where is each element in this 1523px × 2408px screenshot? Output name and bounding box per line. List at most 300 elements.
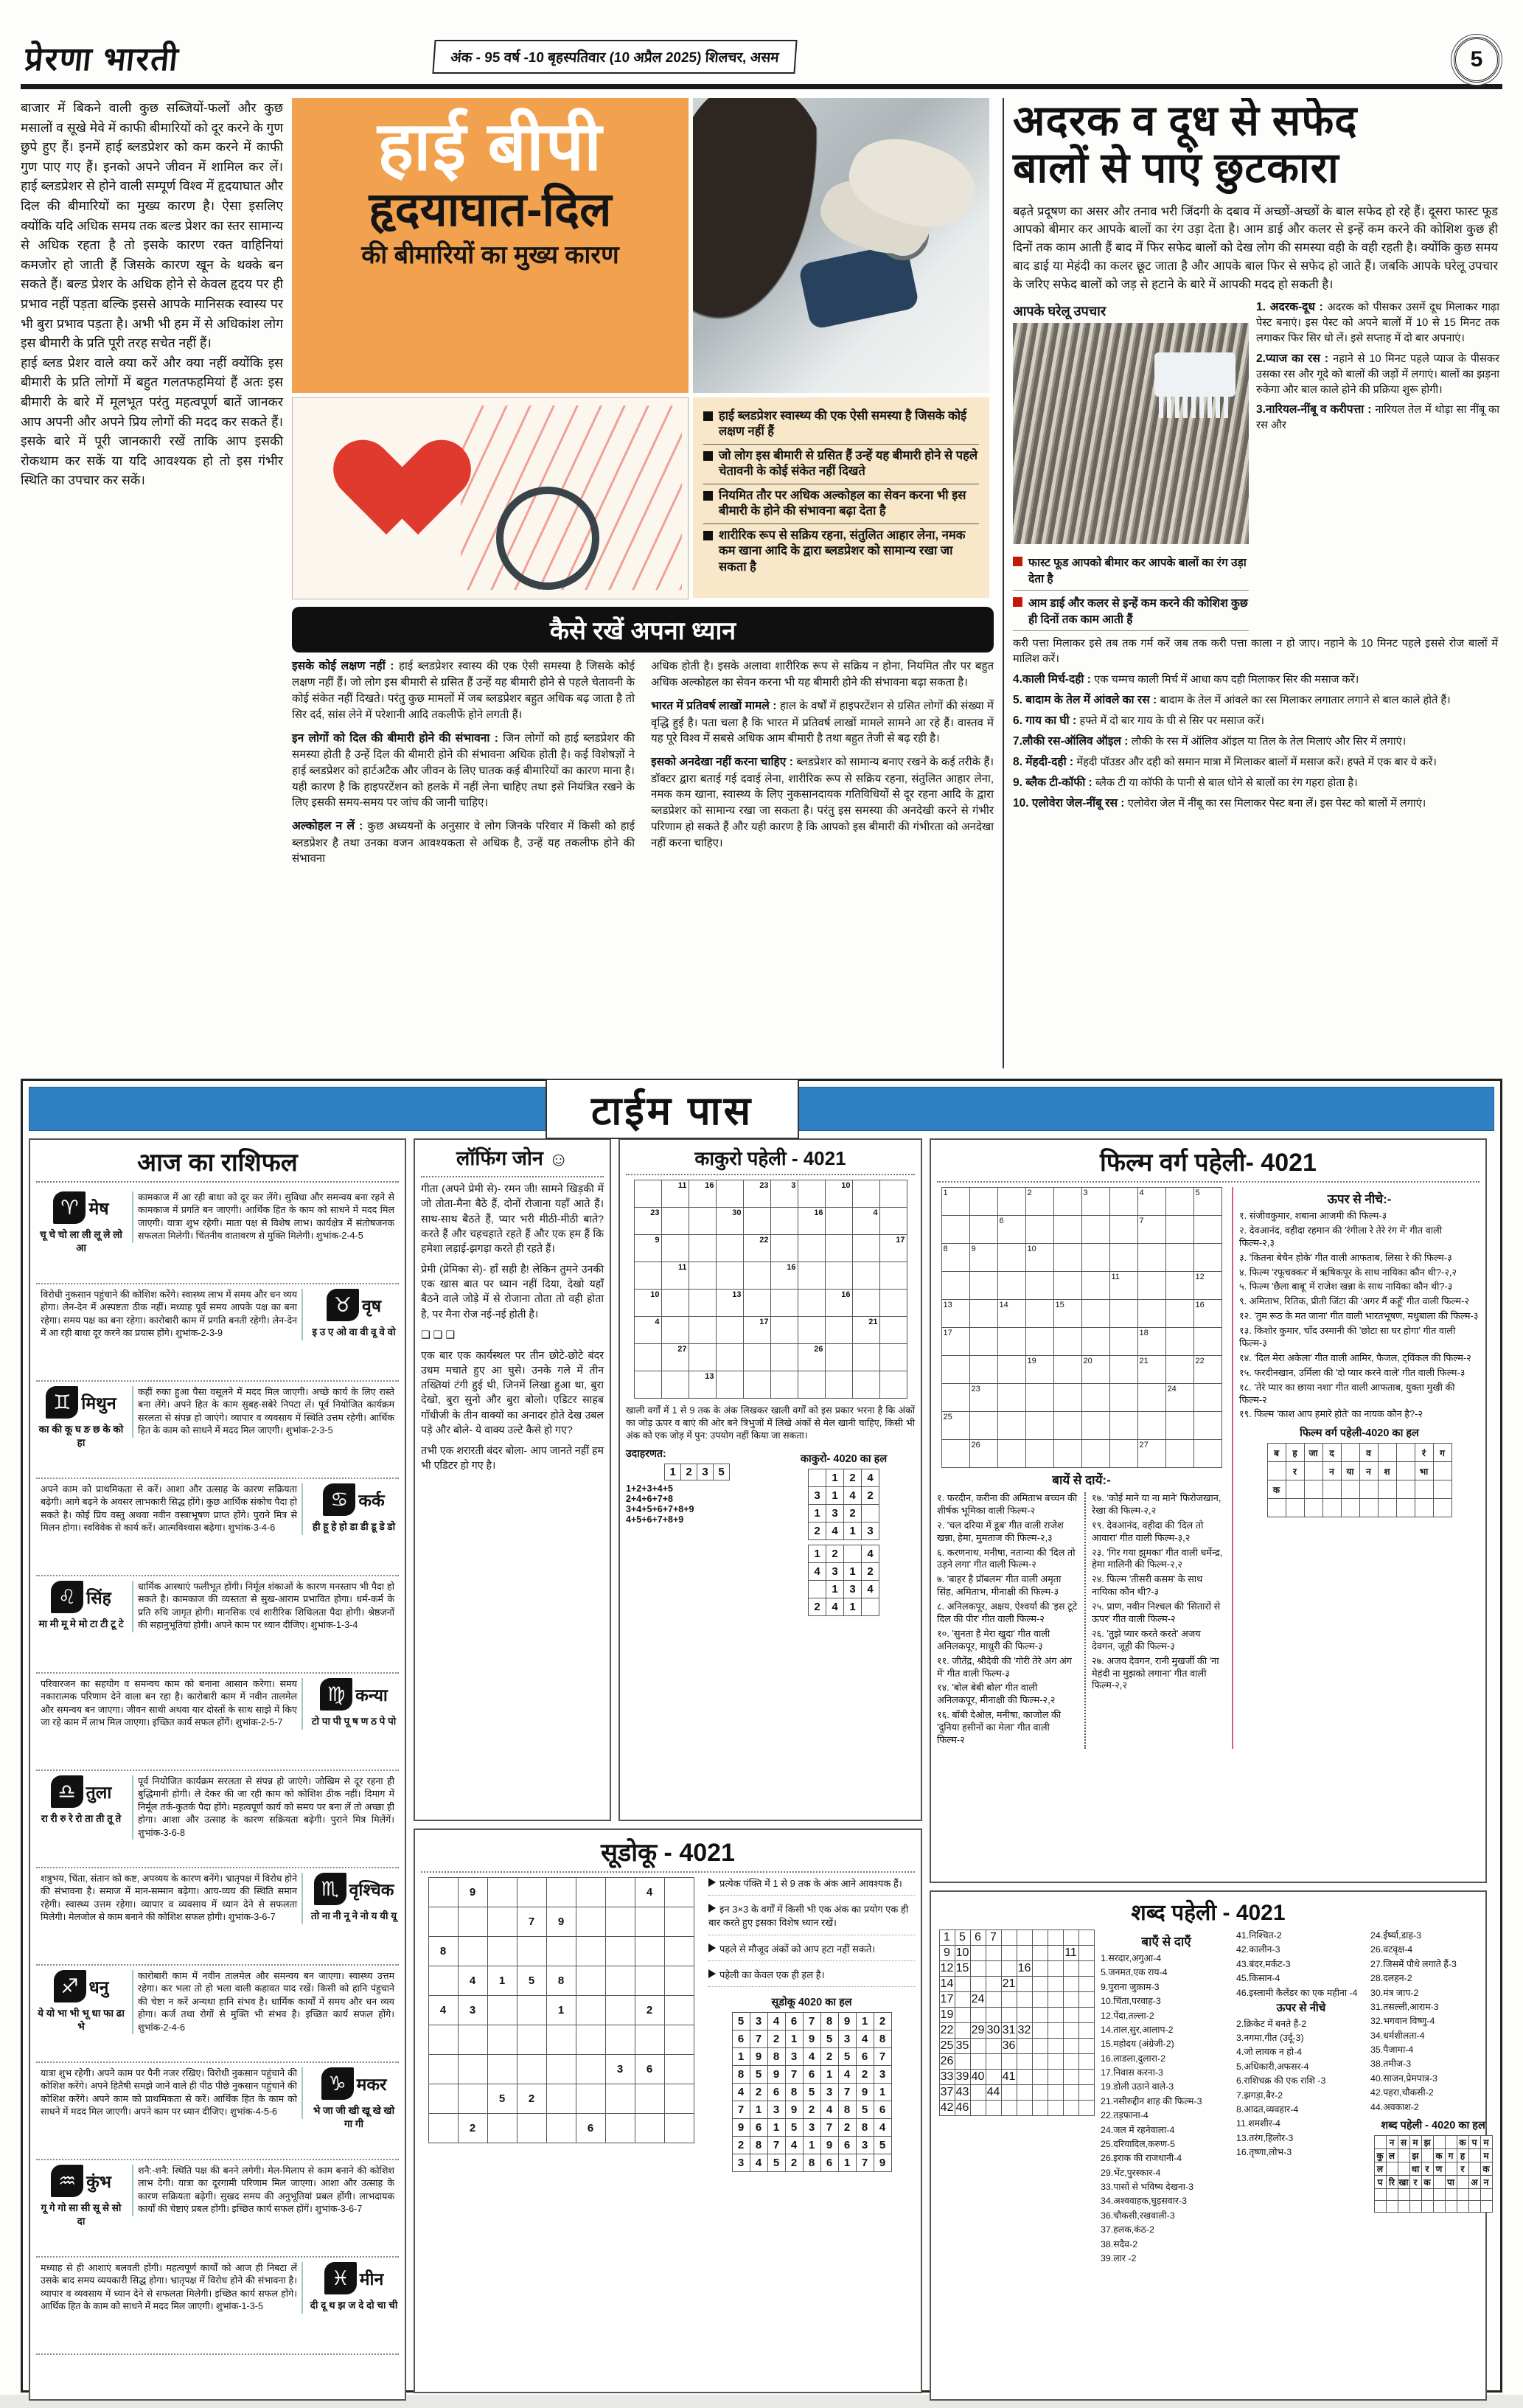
puzzle-cell xyxy=(487,2114,517,2143)
puzzle-cell xyxy=(879,1317,907,1344)
block-text: लौकी के रस में ऑलिव ऑइल या तिल के तेल मिलाएं और सिर में लगाएं। xyxy=(1131,736,1407,748)
sign-identity xyxy=(36,1191,126,1255)
hair-article xyxy=(1003,98,1498,1068)
bullet-item xyxy=(703,524,979,579)
puzzle-cell xyxy=(941,1384,969,1412)
puzzle-cell: प xyxy=(1468,2135,1480,2148)
puzzle-cell xyxy=(969,1412,997,1440)
block-text: एलोवेरा जेल में नींबू का रस मिलाकर पेस्ट बना लें। इस पेस्ट को बालों में लगाएं। xyxy=(1127,798,1426,810)
sign-name: मकर xyxy=(356,2075,387,2094)
clue-item: ११. जीतेंद्र, श्रीदेवी की 'गोरी तेरे अंग अंग में' गीत वाली फिल्म-३ xyxy=(937,1654,1072,1679)
puzzle-cell xyxy=(955,1977,970,1992)
puzzle-cell xyxy=(458,1907,487,1937)
sign-identity xyxy=(309,1483,399,1534)
puzzle-cell xyxy=(825,1344,852,1371)
puzzle-cell xyxy=(1396,1462,1415,1480)
puzzle-cell: अ xyxy=(1468,2175,1480,2188)
puzzle-cell xyxy=(428,1878,458,1907)
puzzle-cell: 5 xyxy=(874,2136,891,2154)
clue-item: ३. 'कितना बेचैन होके' गीत वाली आफताब, लिसा रे की फिल्म-३ xyxy=(1239,1251,1452,1263)
bullet-item xyxy=(1013,591,1249,631)
puzzle-cell: 8 xyxy=(750,2136,767,2154)
puzzle-cell: 16 xyxy=(1017,1961,1032,1977)
clue-item: ४. फिल्म 'रफूचक्कर' में ऋषिकपूर के साथ नायिका कौन थी?-२,२ xyxy=(1239,1266,1457,1278)
paragraph: तभी एक शरारती बंदर बोला- आप जानते नहीं हम भी एडिटर हो गए है। xyxy=(421,1444,604,1472)
puzzle-cell: 4 xyxy=(803,2047,820,2065)
sudoku-grid xyxy=(421,1877,701,2172)
puzzle-cell xyxy=(1081,1300,1109,1328)
clue-item: 40.साजन,प्रेमपात्र-3 xyxy=(1370,2073,1437,2084)
clue-item: 38.सदैव-2 xyxy=(1101,2238,1138,2249)
puzzle-cell xyxy=(1001,2054,1017,2070)
puzzle-cell xyxy=(1468,2188,1480,2200)
puzzle-cell xyxy=(1398,2188,1409,2200)
puzzle-cell xyxy=(969,1272,997,1300)
puzzle-cell xyxy=(428,1907,458,1937)
clue-item: 26.वटवृक्ष-4 xyxy=(1370,1944,1413,1955)
rashifal-sign-row xyxy=(36,2063,399,2160)
clue-item: 42.कालीन-3 xyxy=(1236,1944,1280,1955)
puzzle-cell: 3 xyxy=(770,1180,798,1208)
puzzle-cell xyxy=(1025,1412,1053,1440)
block-heading: 4.काली मिर्च-दही : xyxy=(1013,673,1095,686)
puzzle-cell: 9 xyxy=(939,1946,955,1961)
film-puzzle-grid xyxy=(937,1187,1226,1468)
film-across-col1 xyxy=(937,1492,1078,1749)
puzzle-cell xyxy=(1341,1499,1359,1517)
puzzle-cell xyxy=(661,1208,689,1235)
puzzle-cell: 4 xyxy=(820,2101,838,2118)
puzzle-cell xyxy=(689,1262,716,1290)
sign-prediction: अपने काम को प्राथमिकता से करें। आशा और उत्साह के कारण सक्रियता बढ़ेगी। आगे बढ़ने के अवसर लाभकारी सिद्ध होंगे। कुछ आर्थिक संकोच पैदा हो सकते है। कोई प्रिय वस्तु अथवा नवीन वस्त्राभूषण प्राप्त होंगे। पुराने मित्र से मिलन होगा। स्वविवेक से कार्य करें। आत्मविश्वास बढ़ेगा। शुभांक-3-4-6 xyxy=(36,1483,303,1535)
puzzle-cell xyxy=(798,1235,825,1262)
puzzle-cell: 1 xyxy=(826,1581,844,1598)
puzzle-cell: 8 xyxy=(732,2065,750,2083)
puzzle-cell: 2 xyxy=(856,2065,874,2083)
puzzle-cell: 5 xyxy=(856,2101,874,2118)
puzzle-cell xyxy=(576,1878,605,1907)
puzzle-cell: 9 xyxy=(803,2030,820,2047)
puzzle-cell xyxy=(970,2101,986,2116)
puzzle-cell: 9 xyxy=(767,2065,785,2083)
puzzle-cell xyxy=(664,1907,694,1937)
puzzle-cell: श xyxy=(1378,1462,1396,1480)
remedies-side xyxy=(1256,299,1499,631)
puzzle-cell: 1 xyxy=(838,2154,856,2171)
puzzle-cell: 1 xyxy=(826,1469,844,1487)
puzzle-cell: 2 xyxy=(838,2118,856,2136)
clue-item: १५. फरदीनखान, उर्मिला की 'दो प्यार करने वाले' गीत वाली फिल्म-३ xyxy=(1239,1366,1466,1378)
puzzle-cell xyxy=(1165,1328,1193,1356)
puzzle-cell xyxy=(1078,2070,1094,2085)
sudoku-solution-grid xyxy=(708,2012,915,2172)
sign-identity xyxy=(36,1970,126,2033)
laughing-zone-box xyxy=(414,1138,611,1821)
puzzle-cell xyxy=(1053,1188,1081,1216)
puzzle-cell xyxy=(1053,1384,1081,1412)
puzzle-cell xyxy=(664,2025,694,2055)
puzzle-cell: क xyxy=(1457,2135,1468,2148)
puzzle-cell: 1 xyxy=(856,2012,874,2030)
puzzle-cell: 26 xyxy=(939,2054,955,2070)
kakuro-example-cells xyxy=(626,1464,768,1480)
clue-item: ९. अमिताभ, रितिक, प्रीती जिंटा की 'अगर मैं कहूँ' गीत वाली फिल्म-२ xyxy=(1239,1295,1470,1307)
sign-prediction: धार्मिक आस्थाएं फलीभूत होंगी। निर्मूल शंकाओं के कारण मनस्ताप भी पैदा हो सकते है। कामकाज की व्यस्तता से सुख-आराम प्रभावित होगा। धर्म-कर्म के प्रति रुचि जागृत होगी। मानसिक एवं शारीरिक शिथिलता पैदा होगी। श्रेष्ठजनों की सहानुभूतियां होगी। अपने काम पर ध्यान दीजिए। शुभांक-1-3-4 xyxy=(132,1581,399,1632)
puzzle-cell xyxy=(576,1937,605,1966)
puzzle-cell: 40 xyxy=(970,2070,986,2085)
धनु-zodiac-icon: ♐ xyxy=(54,1970,86,2002)
puzzle-cell: 10 xyxy=(955,1946,970,1961)
puzzle-cell xyxy=(605,1996,635,2025)
puzzle-cell xyxy=(1048,1946,1063,1961)
puzzle-cell: क xyxy=(1421,2175,1433,2188)
paragraph: ❑ ❑ ❑ xyxy=(421,1329,456,1341)
puzzle-cell: 5 xyxy=(785,2118,803,2136)
puzzle-cell: 8 xyxy=(803,2154,820,2171)
puzzle-cell: 25 xyxy=(941,1412,969,1440)
bullet-text: नियमित तौर पर अधिक अल्कोहल का सेवन करना भी इस बीमारी के होने की संभावना बढ़ा देता है xyxy=(719,488,966,518)
puzzle-cell: 46 xyxy=(955,2101,970,2116)
puzzle-cell xyxy=(1078,2008,1094,2023)
bullet-item xyxy=(703,484,979,524)
puzzle-cell: 16 xyxy=(798,1208,825,1235)
block-heading: 6. गाय का घी : xyxy=(1013,714,1080,728)
puzzle-cell xyxy=(635,1937,664,1966)
puzzle-cell: कु xyxy=(1374,2148,1386,2162)
puzzle-cell: ग xyxy=(1433,1444,1451,1462)
puzzle-cell xyxy=(689,1235,716,1262)
puzzle-cell xyxy=(1193,1412,1221,1440)
word-puzzle-box xyxy=(930,1890,1490,2401)
bullet-square-icon xyxy=(1013,597,1022,607)
puzzle-cell: 8 xyxy=(941,1244,969,1272)
puzzle-cell xyxy=(1053,1412,1081,1440)
puzzle-cell xyxy=(1468,2200,1480,2212)
sign-syllables: टो पा पी पू ष ण ठ पे पो xyxy=(311,1716,397,1727)
instruction-item xyxy=(708,1943,915,1961)
puzzle-cell xyxy=(1109,1356,1137,1384)
puzzle-cell xyxy=(969,1356,997,1384)
puzzle-cell: 5 xyxy=(767,2154,785,2171)
clue-item: 16.लाडला,दुलारा-2 xyxy=(1101,2053,1165,2064)
laughing-face-icon: ☺ xyxy=(548,1148,568,1171)
puzzle-cell xyxy=(1025,1384,1053,1412)
bp-col-1 xyxy=(292,658,635,874)
puzzle-cell xyxy=(1421,2148,1433,2162)
puzzle-cell: 2 xyxy=(517,2084,546,2114)
sign-prediction: कामकाज में आ रही बाधा को दूर कर लेंगे। सुविधा और समन्वय बना रहने से कामकाज में प्रगति बन जाएगी। आर्थिक हित के काम को साधने में मदद मिल जाएगी। यात्रा शुभ रहेगी। माता पक्ष से विशेष लाभ। कार्यक्षेत्र में संतोषजनक सफलता मिलेगी। चिंतनीय वातावरण से मुक्ति मिलेगी। शुभांक-2-4-5 xyxy=(132,1191,399,1243)
puzzle-cell xyxy=(546,2055,576,2084)
rashifal-sign-row xyxy=(36,1674,399,1771)
laughing-zone-title-text: लॉफिंग जोन xyxy=(456,1147,543,1169)
puzzle-cell xyxy=(941,1440,969,1468)
puzzle-cell xyxy=(798,1180,825,1208)
puzzle-cell: 3 xyxy=(809,1487,826,1505)
puzzle-cell xyxy=(1421,2188,1433,2200)
block-heading: 5. बादाम के तेल में आंवले का रस : xyxy=(1013,694,1160,707)
bullet-item xyxy=(703,445,979,484)
block-text: हाई ब्लडप्रेशर स्वास्य की एक ऐसी समस्या है जिसके कोई लक्षण नहीं हैं। जो लोग इस बीमारी से ग्रसित हैं उन्हें यह बीमारी होने से पहले चेतावनी के कोई संकेत नहीं दिखते। परंतु कुछ मामलों में जब ब्लडप्रेशर बहुत अधिक बढ़ जाता है तो सिर दर्द, सांस लेने में परेशानी आदि तकलीफें होने लगती हैं। xyxy=(292,660,635,721)
block-heading: 2.प्याज का रस : xyxy=(1256,352,1334,365)
puzzle-cell: 5 xyxy=(750,2065,767,2083)
puzzle-cell xyxy=(487,1878,517,1907)
clue-item: १६. बॉबी देओल, मनीषा, काजोल की 'दुनिया हसीनों का मेला' गीत वाली फिल्म-२ xyxy=(937,1709,1062,1746)
word-solution-label: शब्द पहेली - 4020 का हल xyxy=(1381,2119,1485,2132)
puzzle-cell xyxy=(661,1317,689,1344)
puzzle-cell xyxy=(852,1344,879,1371)
puzzle-cell xyxy=(1078,2023,1094,2039)
puzzle-cell xyxy=(1032,2008,1048,2023)
puzzle-cell xyxy=(664,1996,694,2025)
puzzle-cell: 9 xyxy=(750,2047,767,2065)
bp-measurement-photo xyxy=(693,98,989,393)
puzzle-cell xyxy=(576,1996,605,2025)
puzzle-cell: 3 xyxy=(820,2083,838,2101)
article-block xyxy=(651,698,994,747)
puzzle-cell: 2 xyxy=(635,1996,664,2025)
puzzle-cell xyxy=(1378,1480,1396,1499)
puzzle-cell xyxy=(428,2114,458,2143)
clue-item: 41.निश्चित-2 xyxy=(1236,1930,1282,1941)
puzzle-cell: 21 xyxy=(852,1317,879,1344)
puzzle-cell: 6 xyxy=(767,2083,785,2101)
bullet-square-icon xyxy=(703,451,713,461)
clue-item: 6.राशिचक्र की एक राशि -3 xyxy=(1236,2075,1326,2087)
bp-headline-panel xyxy=(292,98,689,393)
puzzle-cell xyxy=(634,1371,661,1399)
puzzle-cell xyxy=(1063,2101,1078,2116)
मेष-zodiac-icon: ♈ xyxy=(53,1191,86,1224)
puzzle-cell xyxy=(1053,1244,1081,1272)
puzzle-cell xyxy=(689,1208,716,1235)
sign-name: धनु xyxy=(88,1977,109,1997)
puzzle-cell xyxy=(605,2084,635,2114)
clue-item: 35.पैजामा-4 xyxy=(1370,2045,1414,2055)
puzzle-cell: 1 xyxy=(732,2047,750,2065)
puzzle-cell: 1 xyxy=(844,1598,862,1616)
sign-syllables: रा री रु रे रो ता ती तू ते xyxy=(41,1813,122,1824)
puzzle-cell xyxy=(1063,2039,1078,2054)
puzzle-cell: 23 xyxy=(634,1208,661,1235)
puzzle-grid-table xyxy=(941,1187,1222,1468)
stethoscope-icon xyxy=(496,487,599,590)
puzzle-cell xyxy=(955,2008,970,2023)
puzzle-cell: 10 xyxy=(634,1290,661,1317)
puzzle-cell: 2 xyxy=(826,1545,844,1563)
puzzle-cell xyxy=(1165,1244,1193,1272)
bp-col-2 xyxy=(651,658,994,874)
puzzle-cell xyxy=(1137,1244,1165,1272)
puzzle-cell: 6 xyxy=(785,2012,803,2030)
puzzle-cell: 15 xyxy=(955,1961,970,1977)
block-text: नहाने से 10 मिनट पहले प्याज के पीसकर उसका रस और गूदे को बालों की जड़ों में लगाएं। बालों का झड़ना रुकेगा और बाल काले होने की प्रक्रिया शुरू होगी। xyxy=(1256,352,1499,396)
puzzle-cell: 5 xyxy=(732,2012,750,2030)
rashifal-list xyxy=(36,1187,399,2355)
puzzle-cell xyxy=(634,1262,661,1290)
puzzle-cell: क xyxy=(1433,2148,1445,2162)
film-solution-label: फिल्म वर्ग पहेली-4020 का हल xyxy=(1300,1427,1419,1440)
timepass-band xyxy=(29,1087,1494,1131)
puzzle-cell xyxy=(798,1371,825,1399)
puzzle-cell: 4 xyxy=(826,1598,844,1616)
मकर-zodiac-icon: ♑ xyxy=(321,2067,354,2100)
rashifal-sign-row xyxy=(36,1771,399,1868)
puzzle-grid-table xyxy=(428,1877,694,2143)
puzzle-cell: 9 xyxy=(458,1878,487,1907)
rashifal-box xyxy=(29,1138,406,2401)
puzzle-cell: पा xyxy=(1445,2175,1457,2188)
puzzle-cell: 2 xyxy=(820,2047,838,2065)
puzzle-cell: 1 xyxy=(809,1505,826,1523)
puzzle-cell xyxy=(955,2023,970,2039)
puzzle-cell xyxy=(576,1907,605,1937)
puzzle-cell: न xyxy=(1386,2135,1398,2148)
clue-item: २४. फिल्म 'तीसरी कसम' के साथ नायिका कौन थी?-३ xyxy=(1092,1573,1203,1598)
puzzle-cell xyxy=(1433,2135,1445,2148)
word-across-label: बाएँ से दाएँ xyxy=(1141,1935,1191,1949)
puzzle-cell xyxy=(1480,2188,1492,2200)
block-text: एक चम्मच काली मिर्च में आधा कप दही मिलाकर सिर की मसाज करें। xyxy=(1094,674,1359,686)
puzzle-cell xyxy=(1193,1328,1221,1356)
puzzle-cell xyxy=(1017,2101,1032,2116)
puzzle-cell xyxy=(716,1317,743,1344)
puzzle-cell xyxy=(1001,1961,1017,1977)
puzzle-cell xyxy=(1433,1480,1451,1499)
puzzle-cell xyxy=(1025,1440,1053,1468)
puzzle-cell xyxy=(852,1290,879,1317)
hair-title-line2: बालों से पाएं छुटकारा xyxy=(1013,144,1339,192)
clue-item: 2.क्रिकेट में बनते हैं-2 xyxy=(1236,2018,1307,2029)
puzzle-cell xyxy=(1304,1462,1322,1480)
clue-item: १९. फिल्म 'काश आप हमारे होते' का नायक कौन है?-२ xyxy=(1239,1408,1423,1420)
puzzle-cell: 1 xyxy=(785,2030,803,2047)
paragraph: 2+4+6+7+8 xyxy=(626,1494,673,1504)
puzzle-cell: 8 xyxy=(820,2012,838,2030)
puzzle-cell: 8 xyxy=(546,1966,576,1996)
article-block xyxy=(1013,796,1498,812)
puzzle-cell xyxy=(743,1208,770,1235)
puzzle-cell: 29 xyxy=(970,2023,986,2039)
home-remedy-label: आपके घरेलू उपचार xyxy=(1013,304,1106,319)
puzzle-cell xyxy=(1165,1412,1193,1440)
puzzle-cell xyxy=(743,1371,770,1399)
kakuro-grid xyxy=(626,1180,915,1399)
puzzle-cell xyxy=(1445,2162,1457,2175)
sign-prediction: शत्रुभय, चिंता, संतान को कष्ट, अपव्यय के कारण बनेंगे। भ्रातृपक्ष में विरोध होने की संभावना है। समाज में मान-सम्मान बढ़ेगा। आय-व्यय की स्थिति समान रहेगी। स्वास्थ्य उत्तम रहेगा। व्यापार व व्यवसाय में ध्यान देने से सफलता मिलेगी। मेलजोल से काम बनाने की कोशिश सफल होगी। शुभांक-3-6-7 xyxy=(36,1873,303,1924)
puzzle-cell xyxy=(997,1440,1025,1468)
article-block xyxy=(1013,775,1498,791)
puzzle-cell: 7 xyxy=(1137,1216,1165,1244)
puzzle-cell: 2 xyxy=(874,2012,891,2030)
block-text: हाल के वर्षों में हाइपरटेंशन से ग्रसित लोगों की संख्या में वृद्धि हुई है। पता चला है कि भारत में प्रतिवर्ष लाखों मामले सामने आ रहे हैं। वास्तव में यह पूरे विश्व में सबसे अधिक आम बीमारी है तथा बहुत तेजी से बढ़ रही है। xyxy=(651,700,994,745)
puzzle-cell xyxy=(1032,1977,1048,1992)
puzzle-cell xyxy=(969,1216,997,1244)
puzzle-cell: 37 xyxy=(939,2085,955,2101)
puzzle-cell xyxy=(1017,1946,1032,1961)
puzzle-cell xyxy=(1359,1499,1378,1517)
bullet-square-icon xyxy=(703,531,713,540)
clue-item: 36.चौकसी,रखवाली-3 xyxy=(1101,2210,1175,2221)
instruction-item xyxy=(708,1903,915,1935)
sign-syllables: मा मी मू मे मो टा टी टू टे xyxy=(38,1618,124,1629)
rashifal-sign-row xyxy=(36,1284,399,1382)
puzzle-cell xyxy=(1081,1384,1109,1412)
rashifal-title: आज का राशिफल xyxy=(36,1144,399,1183)
puzzle-cell: 11 xyxy=(661,1180,689,1208)
puzzle-cell xyxy=(986,1961,1001,1977)
sign-prediction: शनै:-शनै: स्थिति पक्ष की बनने लगेगी। मेल-मिलाप से काम बनाने की कोशिश लाभ देगी। यात्रा का दूरगामी परिणाम मिल जाएगा। आशा और उत्साह के कारण सक्रियता बढ़ेगी। सुखद समय की अनुभूतियां प्रबल होंगी। लाभदायक कार्यों की चेष्टाएं प्रबल होंगी। इच्छित कार्य सफल होंगें। शुभांक-3-6-7 xyxy=(132,2165,399,2216)
paragraph: गीता (अपने प्रेमी से)- रमन जी! सामने खिड़की में जो तोता-मैना बैठे हैं, दोनों रोजाना यहाँ आते हैं। साथ-साथ बैठते हैं, प्यार भरी मीठी-मीठी बाते? करते हैं और चहचहाते रहते हैं और एक हम हैं कि हमेशा लड़ाई-झगड़ा करते ही रहते हैं। xyxy=(421,1183,604,1255)
puzzle-cell: 3 xyxy=(605,2055,635,2084)
clue-item: १. फरदीन, करीना की अमिताभ बच्चन की शीर्षक भूमिका वाली फिल्म-२ xyxy=(937,1492,1078,1516)
rashifal-sign-row xyxy=(36,1868,399,1966)
puzzle-cell xyxy=(1078,2054,1094,2070)
puzzle-cell: 5 xyxy=(803,2083,820,2101)
puzzle-cell xyxy=(1137,1384,1165,1412)
puzzle-cell xyxy=(743,1344,770,1371)
puzzle-cell: 7 xyxy=(856,2154,874,2171)
paragraph: 4+5+6+7+8+9 xyxy=(626,1514,684,1525)
clue-item: १७. 'कोई माने या ना माने' फिरोजखान, रेखा की फिल्म-२,२ xyxy=(1092,1492,1221,1516)
puzzle-grid-table xyxy=(634,1180,907,1399)
sign-identity xyxy=(36,1581,126,1631)
puzzle-cell xyxy=(1025,1272,1053,1300)
तुला-zodiac-icon: ♎ xyxy=(51,1775,83,1808)
sign-prediction: परिवारजन का सहयोग व समन्वय काम को बनाना आसान करेगा। समय नकारात्मक परिणाम देने वाला बन रहा है। कारोबारी काम में नवीन तालमेल और समन्वय बन जाएगा। जीवन साथी अथवा यार दोस्तों के साथ साझे में किए जा रहे काम में लाभ मिल जाएगा। इच्छित कार्य सफल होंगें। शुभांक-2-5-7 xyxy=(36,1678,303,1730)
bp-article xyxy=(292,98,994,1068)
puzzle-cell: द xyxy=(1322,1444,1341,1462)
puzzle-cell xyxy=(664,2114,694,2143)
puzzle-cell: 6 xyxy=(750,2118,767,2136)
puzzle-cell: 3 xyxy=(826,1563,844,1581)
puzzle-cell xyxy=(970,1977,986,1992)
puzzle-cell: 9 xyxy=(838,2012,856,2030)
article-block xyxy=(1013,672,1498,688)
puzzle-cell xyxy=(862,1505,879,1523)
puzzle-cell xyxy=(716,1180,743,1208)
puzzle-cell: 1 xyxy=(941,1188,969,1216)
puzzle-cell: 4 xyxy=(428,1996,458,2025)
puzzle-cell xyxy=(1445,2188,1457,2200)
sudoku-box xyxy=(414,1828,922,2393)
puzzle-cell xyxy=(1445,2200,1457,2212)
puzzle-cell: 19 xyxy=(939,2008,955,2023)
clue-item: 7.झगड़ा,बैर-2 xyxy=(1236,2089,1283,2101)
puzzle-cell: ग xyxy=(1445,2148,1457,2162)
clue-item: 39.लार -2 xyxy=(1101,2252,1137,2263)
clue-item: 3.नगमा,गीत (उर्दू-3) xyxy=(1236,2033,1304,2044)
puzzle-cell: 20 xyxy=(1081,1356,1109,1384)
puzzle-cell: 21 xyxy=(1001,1977,1017,1992)
word-clues-col1 xyxy=(1101,1952,1232,2264)
block-heading: इन लोगों को दिल की बीमारी होने की संभावना : xyxy=(292,731,503,745)
puzzle-cell xyxy=(1433,2175,1445,2188)
bullet-text: हाई ब्लडप्रेशर स्वास्थ्य की एक ऐसी समस्या है जिसके कोई लक्षण नहीं हैं xyxy=(719,409,967,439)
clue-item: 26.इराक की राजधानी-4 xyxy=(1101,2153,1182,2164)
puzzle-cell xyxy=(852,1235,879,1262)
puzzle-cell xyxy=(635,2025,664,2055)
clue-item: 19.डोली उठाने वाले-3 xyxy=(1101,2081,1174,2092)
puzzle-cell: 2 xyxy=(1025,1188,1053,1216)
puzzle-cell xyxy=(428,2025,458,2055)
puzzle-cell xyxy=(879,1208,907,1235)
puzzle-cell: 33 xyxy=(939,2070,955,2085)
clue-item: 30.मंत्र जाप-2 xyxy=(1370,1987,1419,1998)
puzzle-cell xyxy=(1001,2008,1017,2023)
puzzle-cell: 5 xyxy=(517,1966,546,1996)
puzzle-cell xyxy=(1267,1499,1286,1517)
puzzle-cell xyxy=(1386,2188,1398,2200)
